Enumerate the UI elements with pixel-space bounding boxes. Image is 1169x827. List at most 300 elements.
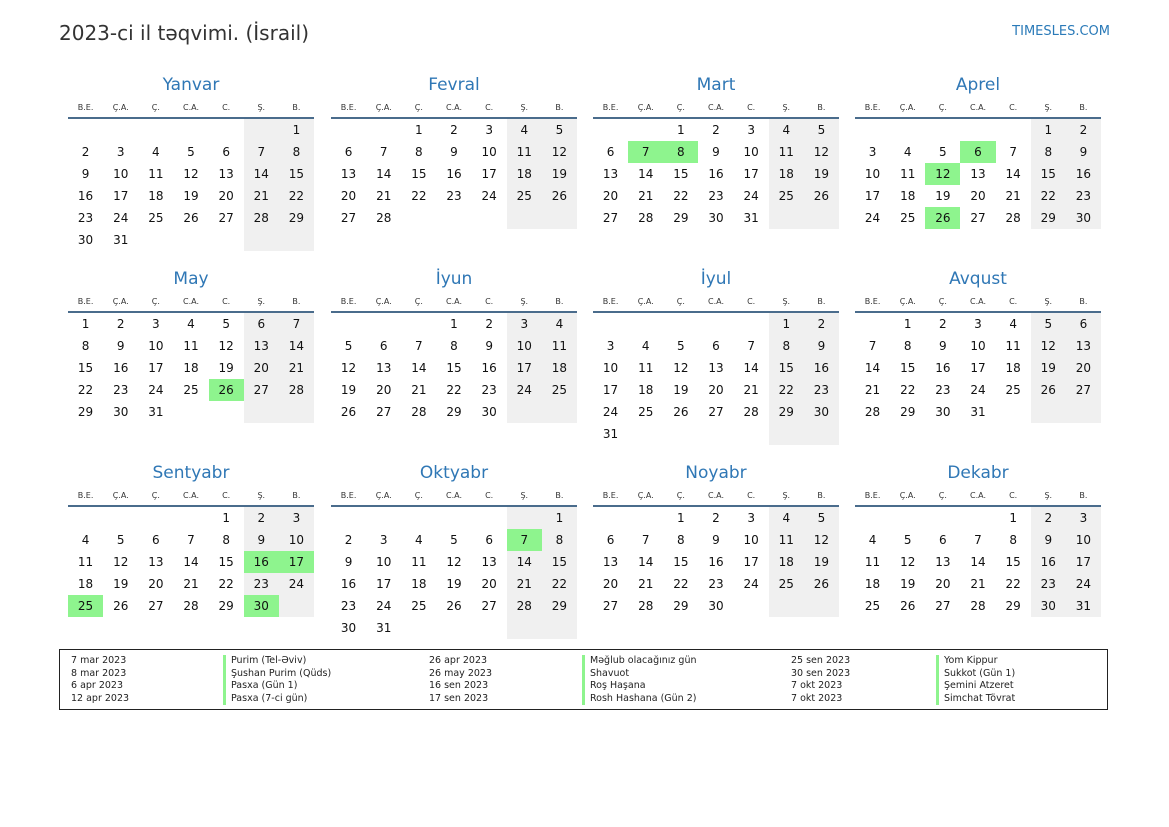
day-cell[interactable]: 12 xyxy=(900,555,916,569)
day-cell[interactable]: 18 xyxy=(900,189,916,203)
day-cell[interactable]: 9 xyxy=(1031,529,1066,551)
day-cell[interactable]: 7 xyxy=(747,339,755,353)
day-cell[interactable]: 8 xyxy=(222,533,230,547)
day-cell[interactable]: 17 xyxy=(148,361,164,375)
day-cell[interactable]: 27 xyxy=(481,599,497,613)
day-cell[interactable]: 26 xyxy=(804,185,839,207)
day-cell[interactable]: 5 xyxy=(903,533,912,547)
day-cell[interactable]: 3 xyxy=(485,123,493,137)
day-cell[interactable]: 19 xyxy=(340,383,357,397)
day-cell[interactable]: 7 xyxy=(868,339,877,353)
day-cell[interactable]: 11 xyxy=(411,555,427,569)
day-cell[interactable]: 16 xyxy=(1066,163,1101,185)
day-cell[interactable]: 16 xyxy=(935,361,951,375)
day-cell[interactable]: 13 xyxy=(481,555,497,569)
day-cell[interactable]: 16 xyxy=(481,361,497,375)
day-cell[interactable]: 8 xyxy=(769,335,804,357)
day-cell[interactable]: 15 xyxy=(77,361,94,375)
day-cell[interactable]: 3 xyxy=(1066,507,1101,529)
day-cell[interactable]: 7 xyxy=(641,533,650,547)
day-cell[interactable]: 8 xyxy=(903,339,912,353)
day-cell[interactable]: 29 xyxy=(218,599,234,613)
day-cell[interactable]: 24 xyxy=(507,379,542,401)
day-cell[interactable]: 6 xyxy=(152,533,160,547)
day-cell[interactable]: 23 xyxy=(340,599,357,613)
day-cell[interactable]: 25 xyxy=(411,599,427,613)
day-cell[interactable]: 31 xyxy=(602,427,619,441)
day-cell[interactable]: 16 xyxy=(77,189,94,203)
day-cell[interactable]: 10 xyxy=(602,361,619,375)
day-cell[interactable]: 9 xyxy=(939,339,947,353)
day-cell[interactable]: 23 xyxy=(77,211,94,225)
day-cell[interactable]: 26 xyxy=(340,405,357,419)
day-cell[interactable]: 10 xyxy=(279,529,314,551)
day-cell[interactable]: 30 xyxy=(708,599,724,613)
day-cell[interactable]: 4 xyxy=(507,119,542,141)
day-cell[interactable]: 4 xyxy=(81,533,90,547)
day-cell[interactable]: 24 xyxy=(376,599,392,613)
day-cell[interactable]: 17 xyxy=(507,357,542,379)
day-cell[interactable]: 25 xyxy=(68,595,103,617)
day-cell[interactable]: 18 xyxy=(769,551,804,573)
day-cell[interactable]: 1 xyxy=(279,119,314,141)
day-cell[interactable]: 23 xyxy=(481,383,497,397)
day-cell[interactable]: 12 xyxy=(218,339,234,353)
day-cell[interactable]: 24 xyxy=(113,211,129,225)
day-cell[interactable]: 15 xyxy=(218,555,234,569)
day-cell[interactable]: 31 xyxy=(113,233,129,247)
day-cell[interactable]: 24 xyxy=(602,405,619,419)
day-cell[interactable]: 22 xyxy=(673,577,689,591)
day-cell[interactable]: 12 xyxy=(446,555,462,569)
day-cell[interactable]: 4 xyxy=(187,317,195,331)
day-cell[interactable]: 4 xyxy=(152,145,160,159)
day-cell[interactable]: 10 xyxy=(507,335,542,357)
day-cell[interactable]: 21 xyxy=(970,577,986,591)
day-cell[interactable]: 18 xyxy=(183,361,199,375)
day-cell[interactable]: 15 xyxy=(411,167,427,181)
day-cell[interactable]: 3 xyxy=(606,339,615,353)
day-cell[interactable]: 17 xyxy=(602,383,619,397)
day-cell[interactable]: 3 xyxy=(747,511,755,525)
day-cell[interactable]: 14 xyxy=(970,555,986,569)
day-cell[interactable]: 16 xyxy=(113,361,129,375)
day-cell[interactable]: 7 xyxy=(415,339,423,353)
day-cell[interactable]: 10 xyxy=(1066,529,1101,551)
day-cell[interactable]: 17 xyxy=(743,555,759,569)
day-cell[interactable]: 5 xyxy=(939,145,947,159)
day-cell[interactable]: 4 xyxy=(641,339,650,353)
day-cell[interactable]: 7 xyxy=(244,141,279,163)
day-cell[interactable]: 11 xyxy=(183,339,199,353)
day-cell[interactable]: 29 xyxy=(1031,207,1066,229)
day-cell[interactable]: 12 xyxy=(340,361,357,375)
day-cell[interactable]: 22 xyxy=(279,185,314,207)
day-cell[interactable]: 25 xyxy=(769,185,804,207)
day-cell[interactable]: 25 xyxy=(864,599,881,613)
day-cell[interactable]: 13 xyxy=(1066,335,1101,357)
day-cell[interactable]: 28 xyxy=(743,405,759,419)
day-cell[interactable]: 19 xyxy=(542,163,577,185)
day-cell[interactable]: 27 xyxy=(244,379,279,401)
day-cell[interactable]: 5 xyxy=(116,533,125,547)
day-cell[interactable]: 8 xyxy=(81,339,90,353)
day-cell[interactable]: 26 xyxy=(925,207,960,229)
day-cell[interactable]: 21 xyxy=(244,185,279,207)
day-cell[interactable]: 25 xyxy=(1005,383,1021,397)
day-cell[interactable]: 2 xyxy=(81,145,90,159)
day-cell[interactable]: 17 xyxy=(743,167,759,181)
day-cell[interactable]: 22 xyxy=(900,383,916,397)
day-cell[interactable]: 14 xyxy=(864,361,881,375)
day-cell[interactable]: 29 xyxy=(769,401,804,423)
day-cell[interactable]: 9 xyxy=(81,167,90,181)
day-cell[interactable]: 15 xyxy=(542,551,577,573)
day-cell[interactable]: 15 xyxy=(279,163,314,185)
day-cell[interactable]: 13 xyxy=(148,555,164,569)
day-cell[interactable]: 6 xyxy=(606,533,615,547)
day-cell[interactable]: 27 xyxy=(340,211,357,225)
day-cell[interactable]: 19 xyxy=(218,361,234,375)
day-cell[interactable]: 24 xyxy=(1066,573,1101,595)
day-cell[interactable]: 21 xyxy=(638,189,654,203)
day-cell[interactable]: 23 xyxy=(1031,573,1066,595)
day-cell[interactable]: 30 xyxy=(804,401,839,423)
day-cell[interactable]: 17 xyxy=(279,551,314,573)
day-cell[interactable]: 21 xyxy=(638,577,654,591)
day-cell[interactable]: 23 xyxy=(244,573,279,595)
day-cell[interactable]: 10 xyxy=(481,145,497,159)
day-cell[interactable]: 1 xyxy=(450,317,458,331)
day-cell[interactable]: 2 xyxy=(712,123,720,137)
day-cell[interactable]: 17 xyxy=(864,189,881,203)
day-cell[interactable]: 18 xyxy=(542,357,577,379)
day-cell[interactable]: 15 xyxy=(673,167,689,181)
day-cell[interactable]: 20 xyxy=(708,383,724,397)
day-cell[interactable]: 5 xyxy=(187,145,195,159)
day-cell[interactable]: 7 xyxy=(187,533,195,547)
day-cell[interactable]: 27 xyxy=(376,405,392,419)
day-cell[interactable]: 10 xyxy=(970,339,986,353)
day-cell[interactable]: 30 xyxy=(1031,595,1066,617)
day-cell[interactable]: 21 xyxy=(743,383,759,397)
day-cell[interactable]: 21 xyxy=(507,573,542,595)
day-cell[interactable]: 24 xyxy=(743,189,759,203)
day-cell[interactable]: 2 xyxy=(244,507,279,529)
day-cell[interactable]: 14 xyxy=(279,335,314,357)
day-cell[interactable]: 22 xyxy=(1031,185,1066,207)
day-cell[interactable]: 16 xyxy=(340,577,357,591)
day-cell[interactable]: 19 xyxy=(900,577,916,591)
day-cell[interactable]: 3 xyxy=(747,123,755,137)
day-cell[interactable]: 1 xyxy=(769,313,804,335)
day-cell[interactable]: 24 xyxy=(279,573,314,595)
day-cell[interactable]: 9 xyxy=(450,145,458,159)
day-cell[interactable]: 5 xyxy=(450,533,458,547)
day-cell[interactable]: 12 xyxy=(542,141,577,163)
day-cell[interactable]: 20 xyxy=(376,383,392,397)
day-cell[interactable]: 8 xyxy=(1009,533,1017,547)
day-cell[interactable]: 10 xyxy=(743,145,759,159)
day-cell[interactable]: 13 xyxy=(708,361,724,375)
day-cell[interactable]: 27 xyxy=(602,211,619,225)
day-cell[interactable]: 16 xyxy=(804,357,839,379)
day-cell[interactable]: 9 xyxy=(712,533,720,547)
day-cell[interactable]: 23 xyxy=(708,577,724,591)
day-cell[interactable]: 7 xyxy=(628,141,663,163)
day-cell[interactable]: 6 xyxy=(244,313,279,335)
day-cell[interactable]: 3 xyxy=(116,145,125,159)
day-cell[interactable]: 21 xyxy=(1005,189,1021,203)
day-cell[interactable]: 3 xyxy=(868,145,877,159)
day-cell[interactable]: 23 xyxy=(708,189,724,203)
day-cell[interactable]: 25 xyxy=(769,573,804,595)
day-cell[interactable]: 3 xyxy=(507,313,542,335)
day-cell[interactable]: 18 xyxy=(77,577,94,591)
day-cell[interactable]: 11 xyxy=(769,141,804,163)
day-cell[interactable]: 29 xyxy=(673,599,689,613)
day-cell[interactable]: 21 xyxy=(279,357,314,379)
day-cell[interactable]: 3 xyxy=(974,317,982,331)
day-cell[interactable]: 28 xyxy=(507,595,542,617)
day-cell[interactable]: 17 xyxy=(481,167,497,181)
day-cell[interactable]: 20 xyxy=(148,577,164,591)
day-cell[interactable]: 12 xyxy=(804,529,839,551)
day-cell[interactable]: 14 xyxy=(376,167,392,181)
day-cell[interactable]: 13 xyxy=(218,167,234,181)
day-cell[interactable]: 4 xyxy=(769,507,804,529)
day-cell[interactable]: 12 xyxy=(113,555,129,569)
day-cell[interactable]: 24 xyxy=(970,383,986,397)
day-cell[interactable]: 31 xyxy=(148,405,164,419)
day-cell[interactable]: 30 xyxy=(113,405,129,419)
day-cell[interactable]: 17 xyxy=(970,361,986,375)
day-cell[interactable]: 22 xyxy=(542,573,577,595)
day-cell[interactable]: 21 xyxy=(864,383,881,397)
day-cell[interactable]: 14 xyxy=(638,555,654,569)
day-cell[interactable]: 25 xyxy=(148,211,164,225)
day-cell[interactable]: 1 xyxy=(81,317,90,331)
day-cell[interactable]: 15 xyxy=(673,555,689,569)
day-cell[interactable]: 4 xyxy=(903,145,912,159)
day-cell[interactable]: 23 xyxy=(113,383,129,397)
day-cell[interactable]: 18 xyxy=(1005,361,1021,375)
day-cell[interactable]: 30 xyxy=(708,211,724,225)
day-cell[interactable]: 12 xyxy=(925,163,960,185)
day-cell[interactable]: 22 xyxy=(673,189,689,203)
day-cell[interactable]: 9 xyxy=(485,339,493,353)
day-cell[interactable]: 8 xyxy=(1031,141,1066,163)
day-cell[interactable]: 2 xyxy=(450,123,458,137)
day-cell[interactable]: 3 xyxy=(379,533,388,547)
day-cell[interactable]: 13 xyxy=(340,167,357,181)
day-cell[interactable]: 6 xyxy=(222,145,230,159)
day-cell[interactable]: 4 xyxy=(542,313,577,335)
day-cell[interactable]: 19 xyxy=(446,577,462,591)
day-cell[interactable]: 25 xyxy=(183,383,199,397)
day-cell[interactable]: 26 xyxy=(209,379,244,401)
day-cell[interactable]: 5 xyxy=(222,317,230,331)
day-cell[interactable]: 1 xyxy=(542,507,577,529)
day-cell[interactable]: 11 xyxy=(542,335,577,357)
day-cell[interactable]: 22 xyxy=(1005,577,1021,591)
day-cell[interactable]: 1 xyxy=(222,511,230,525)
day-cell[interactable]: 31 xyxy=(376,621,392,635)
day-cell[interactable]: 22 xyxy=(411,189,427,203)
day-cell[interactable]: 8 xyxy=(450,339,458,353)
day-cell[interactable]: 13 xyxy=(602,167,619,181)
day-cell[interactable]: 6 xyxy=(939,533,947,547)
day-cell[interactable]: 9 xyxy=(1066,141,1101,163)
day-cell[interactable]: 30 xyxy=(935,405,951,419)
day-cell[interactable]: 22 xyxy=(77,383,94,397)
day-cell[interactable]: 5 xyxy=(804,119,839,141)
day-cell[interactable]: 23 xyxy=(1066,185,1101,207)
day-cell[interactable]: 26 xyxy=(542,185,577,207)
day-cell[interactable]: 11 xyxy=(1005,339,1021,353)
day-cell[interactable]: 19 xyxy=(935,189,951,203)
day-cell[interactable]: 4 xyxy=(1009,317,1017,331)
day-cell[interactable]: 9 xyxy=(804,335,839,357)
day-cell[interactable]: 14 xyxy=(183,555,199,569)
day-cell[interactable]: 11 xyxy=(900,167,916,181)
day-cell[interactable]: 16 xyxy=(244,551,279,573)
day-cell[interactable]: 2 xyxy=(939,317,947,331)
day-cell[interactable]: 18 xyxy=(638,383,654,397)
day-cell[interactable]: 10 xyxy=(113,167,129,181)
day-cell[interactable]: 28 xyxy=(279,379,314,401)
day-cell[interactable]: 8 xyxy=(663,141,698,163)
day-cell[interactable]: 22 xyxy=(218,577,234,591)
day-cell[interactable]: 20 xyxy=(1066,357,1101,379)
day-cell[interactable]: 6 xyxy=(606,145,615,159)
site-link[interactable]: TIMESLES.COM xyxy=(1012,24,1110,39)
day-cell[interactable]: 27 xyxy=(1066,379,1101,401)
day-cell[interactable]: 18 xyxy=(864,577,881,591)
day-cell[interactable]: 20 xyxy=(218,189,234,203)
day-cell[interactable]: 25 xyxy=(900,211,916,225)
day-cell[interactable]: 27 xyxy=(935,599,951,613)
day-cell[interactable]: 1 xyxy=(1009,511,1017,525)
day-cell[interactable]: 4 xyxy=(769,119,804,141)
day-cell[interactable]: 23 xyxy=(446,189,462,203)
day-cell[interactable]: 6 xyxy=(344,145,353,159)
day-cell[interactable]: 29 xyxy=(279,207,314,229)
day-cell[interactable]: 3 xyxy=(152,317,160,331)
day-cell[interactable]: 11 xyxy=(864,555,881,569)
day-cell[interactable]: 16 xyxy=(708,167,724,181)
day-cell[interactable]: 27 xyxy=(602,599,619,613)
day-cell[interactable]: 10 xyxy=(148,339,164,353)
day-cell[interactable]: 26 xyxy=(900,599,916,613)
day-cell[interactable]: 19 xyxy=(183,189,199,203)
day-cell[interactable]: 27 xyxy=(970,211,986,225)
day-cell[interactable]: 1 xyxy=(415,123,423,137)
day-cell[interactable]: 23 xyxy=(804,379,839,401)
day-cell[interactable]: 19 xyxy=(1031,357,1066,379)
day-cell[interactable]: 2 xyxy=(712,511,720,525)
day-cell[interactable]: 20 xyxy=(602,577,619,591)
day-cell[interactable]: 15 xyxy=(446,361,462,375)
day-cell[interactable]: 7 xyxy=(974,533,982,547)
day-cell[interactable]: 8 xyxy=(677,533,685,547)
day-cell[interactable]: 26 xyxy=(113,599,129,613)
day-cell[interactable]: 13 xyxy=(602,555,619,569)
day-cell[interactable]: 31 xyxy=(970,405,986,419)
day-cell[interactable]: 21 xyxy=(376,189,392,203)
day-cell[interactable]: 18 xyxy=(148,189,164,203)
day-cell[interactable]: 30 xyxy=(481,405,497,419)
day-cell[interactable]: 28 xyxy=(376,211,392,225)
day-cell[interactable]: 14 xyxy=(1005,167,1021,181)
day-cell[interactable]: 16 xyxy=(446,167,462,181)
day-cell[interactable]: 25 xyxy=(507,185,542,207)
day-cell[interactable]: 28 xyxy=(970,599,986,613)
day-cell[interactable]: 11 xyxy=(769,529,804,551)
day-cell[interactable]: 1 xyxy=(1031,119,1066,141)
day-cell[interactable]: 8 xyxy=(415,145,423,159)
day-cell[interactable]: 19 xyxy=(113,577,129,591)
day-cell[interactable]: 29 xyxy=(77,405,94,419)
day-cell[interactable]: 13 xyxy=(376,361,392,375)
day-cell[interactable]: 7 xyxy=(507,529,542,551)
day-cell[interactable]: 24 xyxy=(481,189,497,203)
day-cell[interactable]: 13 xyxy=(244,335,279,357)
day-cell[interactable]: 24 xyxy=(148,383,164,397)
day-cell[interactable]: 11 xyxy=(148,167,164,181)
day-cell[interactable]: 2 xyxy=(804,313,839,335)
day-cell[interactable]: 29 xyxy=(446,405,462,419)
day-cell[interactable]: 28 xyxy=(638,211,654,225)
day-cell[interactable]: 28 xyxy=(864,405,881,419)
day-cell[interactable]: 17 xyxy=(1066,551,1101,573)
day-cell[interactable]: 10 xyxy=(376,555,392,569)
day-cell[interactable]: 19 xyxy=(673,383,689,397)
day-cell[interactable]: 15 xyxy=(769,357,804,379)
day-cell[interactable]: 2 xyxy=(1031,507,1066,529)
day-cell[interactable]: 30 xyxy=(340,621,357,635)
day-cell[interactable]: 9 xyxy=(712,145,720,159)
day-cell[interactable]: 10 xyxy=(743,533,759,547)
day-cell[interactable]: 23 xyxy=(935,383,951,397)
day-cell[interactable]: 22 xyxy=(446,383,462,397)
day-cell[interactable]: 3 xyxy=(279,507,314,529)
day-cell[interactable]: 18 xyxy=(411,577,427,591)
day-cell[interactable]: 13 xyxy=(935,555,951,569)
day-cell[interactable]: 27 xyxy=(148,599,164,613)
day-cell[interactable]: 20 xyxy=(935,577,951,591)
day-cell[interactable]: 28 xyxy=(244,207,279,229)
day-cell[interactable]: 14 xyxy=(244,163,279,185)
day-cell[interactable]: 5 xyxy=(677,339,685,353)
day-cell[interactable]: 14 xyxy=(638,167,654,181)
day-cell[interactable]: 28 xyxy=(1005,211,1021,225)
day-cell[interactable]: 7 xyxy=(1009,145,1017,159)
day-cell[interactable]: 2 xyxy=(1066,119,1101,141)
day-cell[interactable]: 15 xyxy=(1005,555,1021,569)
day-cell[interactable]: 9 xyxy=(344,555,353,569)
day-cell[interactable]: 27 xyxy=(708,405,724,419)
day-cell[interactable]: 15 xyxy=(1031,163,1066,185)
day-cell[interactable]: 5 xyxy=(542,119,577,141)
day-cell[interactable]: 31 xyxy=(743,211,759,225)
day-cell[interactable]: 14 xyxy=(507,551,542,573)
day-cell[interactable]: 26 xyxy=(446,599,462,613)
day-cell[interactable]: 31 xyxy=(1066,595,1101,617)
day-cell[interactable]: 8 xyxy=(542,529,577,551)
day-cell[interactable]: 14 xyxy=(411,361,427,375)
day-cell[interactable]: 6 xyxy=(485,533,493,547)
